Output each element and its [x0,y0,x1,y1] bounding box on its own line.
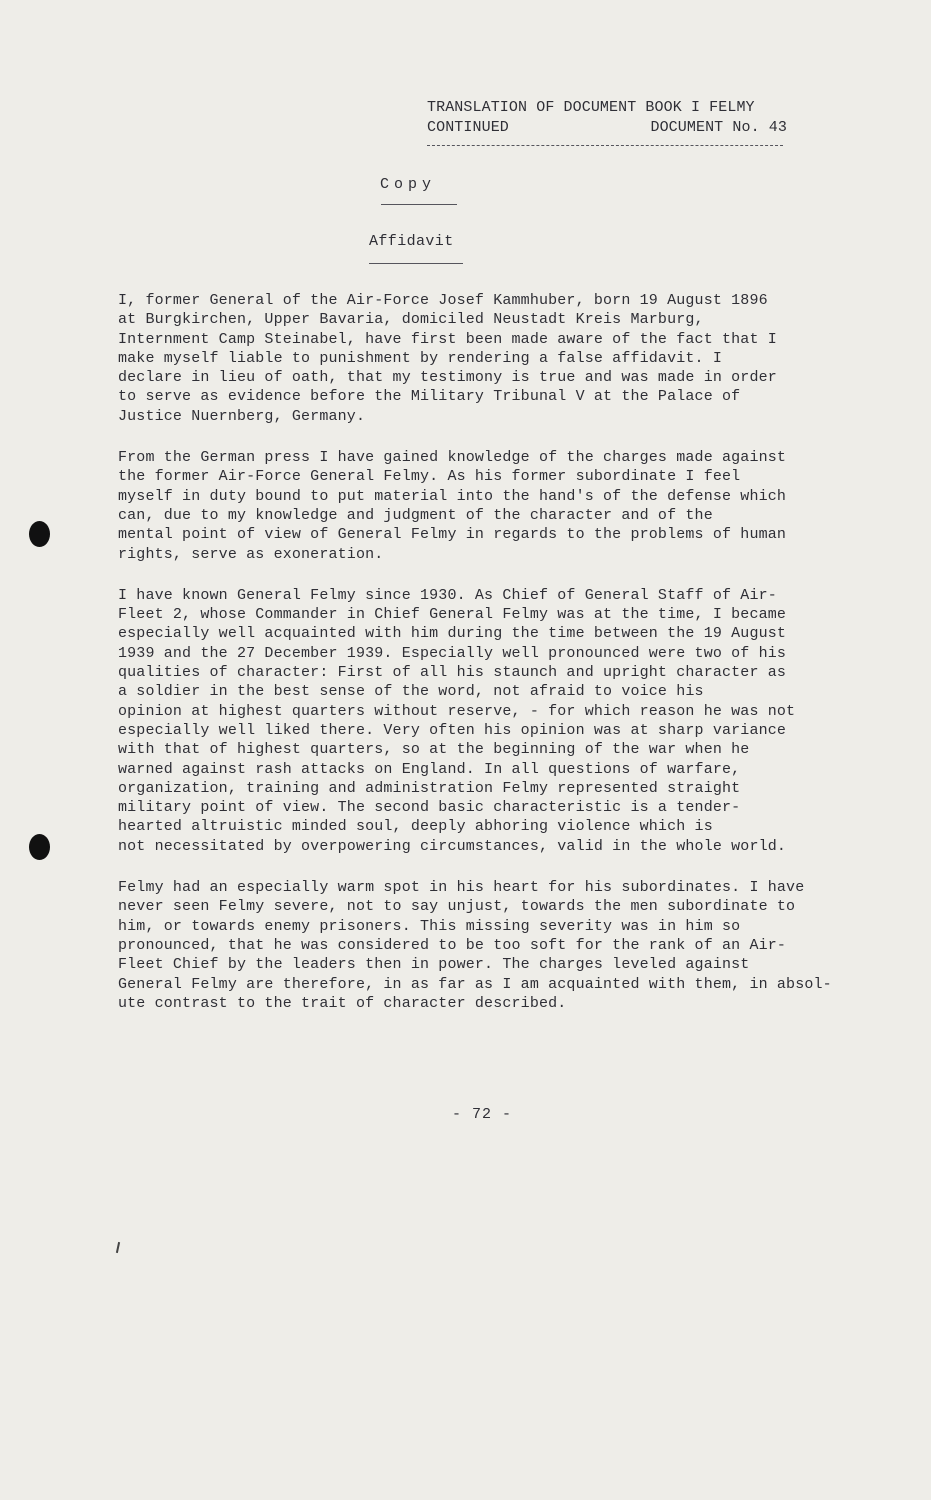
paragraph-line: myself in duty bound to put material into the hand's of the defense which [118,487,787,505]
header-document-number: DOCUMENT No. 43 [650,119,787,136]
document-header [427,98,787,138]
page-number: - 72 - [452,1106,513,1123]
paragraph-2 [118,448,854,564]
punch-hole-bottom [29,834,50,860]
paragraph-line: ute contrast to the trait of character described. [118,994,567,1012]
paragraph-line: mental point of view of General Felmy in regards to the problems of human [118,526,787,544]
copy-underline [381,204,457,205]
paragraph-line: qualities of character: First of all his staunch and upright character as [118,664,787,682]
paragraph-line: not necessitated by overpowering circumstances, valid in the whole world. [118,837,787,855]
paragraph-line: especially well liked there. Very often his opinion was at sharp variance [118,721,787,739]
paragraph-line: military point of view. The second basic characteristic is a tender- [118,799,741,817]
paragraph-line: never seen Felmy severe, not to say unjust, towards the men subordinate to [118,898,796,916]
affidavit-heading: Affidavit [369,233,454,250]
header-continued: CONTINUED [427,119,509,136]
paragraph-line: at Burgkirchen, Upper Bavaria, domiciled Neustadt Kreis Marburg, [118,311,704,329]
paragraph-line: 1939 and the 27 December 1939. Especially well pronounced were two of his [118,644,787,662]
paragraph-line: especially well acquainted with him during the time between the 19 August [118,625,787,643]
paragraph-line: I have known General Felmy since 1930. As Chief of General Staff of Air- [118,586,777,604]
paragraph-line: with that of highest quarters, so at the beginning of the war when he [118,741,750,759]
header-translation-title: TRANSLATION OF DOCUMENT BOOK I FELMY [427,99,755,116]
paragraph-line: Internment Camp Steinabel, have first been made aware of the fact that I [118,330,777,348]
paragraph-3 [118,586,854,856]
paragraph-line: a soldier in the best sense of the word, not afraid to voice his [118,683,704,701]
affidavit-underline [369,263,463,264]
paragraph-line: I, former General of the Air-Force Josef Kammhuber, born 19 August 1896 [118,292,768,309]
paragraph-line: pronounced, that he was considered to be too soft for the rank of an Air- [118,936,787,954]
header-line-2 [427,118,787,138]
paragraph-line: opinion at highest quarters without reserve, - for which reason he was not [118,702,796,720]
copy-heading: Copy [380,176,437,193]
paragraph-line: Fleet Chief by the leaders then in power. The charges leveled against [118,956,750,974]
punch-hole-top [29,521,50,547]
header-line-1 [427,98,787,118]
paragraph-line: From the German press I have gained knowledge of the charges made against [118,449,787,467]
paragraph-line: the former Air-Force General Felmy. As his former subordinate I feel [118,468,741,486]
paragraph-line: General Felmy are therefore, in as far as I am acquainted with them, in absol- [118,975,832,993]
paragraph-line: rights, serve as exoneration. [118,545,384,563]
affidavit-body [118,291,854,1035]
paragraph-line: organization, training and administration Felmy represented straight [118,779,741,797]
paragraph-line: make myself liable to punishment by rendering a false affidavit. I [118,349,722,367]
paragraph-line: to serve as evidence before the Military Tribunal V at the Palace of [118,388,741,406]
paragraph-4 [118,878,854,1013]
paragraph-line: can, due to my knowledge and judgment of the character and of the [118,506,713,524]
paragraph-line: Justice Nuernberg, Germany. [118,407,366,425]
paragraph-line: hearted altruistic minded soul, deeply abhoring violence which is [118,818,713,836]
paragraph-line: him, or towards enemy prisoners. This missing severity was in him so [118,917,741,935]
paragraph-line: Felmy had an especially warm spot in his heart for his subordinates. I have [118,879,805,897]
header-divider [427,145,783,146]
paragraph-line: declare in lieu of oath, that my testimony is true and was made in order [118,369,777,387]
paragraph-line: Fleet 2, whose Commander in Chief General Felmy was at the time, I became [118,606,787,624]
paragraph-line: warned against rash attacks on England. In all questions of warfare, [118,760,741,778]
stray-pen-mark [116,1242,120,1253]
paragraph-1 [118,291,854,426]
